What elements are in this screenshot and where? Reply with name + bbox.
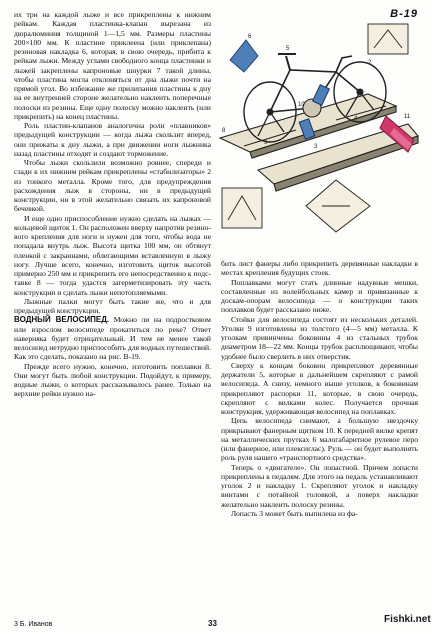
svg-text:2: 2 bbox=[368, 60, 372, 66]
paragraph: Поплавками могут стать длинные надувные мешки, составленные из волейбольных камер и привязанные к доскам-опорам велосипеда — о конструкции таких поплавков будет рассказано ниже. bbox=[221, 277, 418, 315]
svg-text:4: 4 bbox=[354, 116, 358, 122]
svg-text:8: 8 bbox=[222, 128, 226, 134]
footer-author: 3 Б. Иванов bbox=[14, 621, 53, 628]
svg-text:11: 11 bbox=[404, 114, 411, 120]
paragraph: Цепь велосипеда снимают, а большую звездочку прикрывают фанерным щитком 10. К передней вилке крепят на металлических прутках 6 малогабаритное рулевое перо (или фанерное, или плексиглас). Руль — он будет выполнять роль руля нашего «транспортного средства». bbox=[221, 416, 418, 463]
svg-text:9: 9 bbox=[264, 140, 268, 146]
paragraph: Прежде всего нужно, конечно, изготовить поплавки 8. Они могут быть любой конструкции. Подойдут, к примеру, водные лыжи, о которых рассказывалось ранее. Только на верхние рейки нужно на- bbox=[14, 361, 211, 399]
paragraph: Лопасть 3 может быть выпилена из фа- bbox=[231, 508, 358, 518]
detail-bracket bbox=[222, 188, 262, 228]
paragraph: Сверху к концам боковин прикрепляют деревянные держатели 5, которые в дальнейшем скрепляют с рамой велосипеда. А снизу, немного выше уголков, к боковинам прикрепляют распорки 11, которые, в свою очередь, скрепляют с вилками колес. Получается прочная конструкция, удерживающая велосипед на поплавках. bbox=[221, 360, 418, 416]
section-text: Можно ли на подростковом или взрослом велосипеде прокатиться по реке? Ответ наверняка будет отрицательный. И тем не менее такой велосипед нетрудно приспособить для водных путешествий. Как это сделать, показано на рис. В-19. bbox=[14, 315, 211, 362]
svg-text:10: 10 bbox=[298, 102, 305, 108]
paragraph: Роль пластин-клапанов аналогична роли «плавников» предыдущей конструкции — когда лыжа скользит вперед, они прижаты к дну лыжи, а при движении ноги лыжника назад пластины отходят и создают торможение. bbox=[14, 121, 211, 158]
svg-text:3: 3 bbox=[314, 144, 318, 150]
page-number: 33 bbox=[208, 619, 217, 628]
right-text-column bbox=[221, 259, 418, 609]
paragraph: Стойки для велосипеда состоят из нескольких деталей. Уголки 9 изготовлены из толстого (4—5 мм) металла. К уголкам привинчены боковины 4 из стальных трубок диаметром 18—22 мм. Концы трубок расплющивают, чтобы удобнее было сверлить в них отверстия. bbox=[221, 314, 418, 361]
left-text-column bbox=[14, 10, 211, 612]
paragraph: Лыжные палки могут быть такие же, что и для предыдущей конструкции. bbox=[14, 296, 211, 315]
svg-text:6: 6 bbox=[248, 34, 252, 40]
paragraph: Чтобы лыжи скользили возможно ровнее, спереди и сзади к их нижним рейкам прикреплены «стабилизаторы» 2 из тонкого металла. Кроме того, для предупреждения расхождения лыж в стороны, ни в предыдущей конструкции, ни в этой желательно связать их капроновой бечевкой. bbox=[14, 158, 211, 214]
paragraph: И еще одно приспособление нужно сделать на лыжах — кольцевой щиток 1. Он расположен вверху напротив резинового крепления для ноги и нужен для того, чтобы вода не попадала внутрь лыж. Высота щитка 100 мм, он обтянут пленкой с закраинами, облегающими вставленную в лыжу ногу. Лучше всего, конечно, изготовить щиток высотой примерно 250 мм и прикрепить его непосредственно к подставке 8 — тогда удастся загерметизировать эту часть конструкции и сделать лыжи непотопляемыми. bbox=[14, 213, 211, 297]
detail-angle bbox=[368, 24, 408, 54]
paragraph: бить лист фанеры либо прикрепить деревянные накладки в местах крепления будущих стоек. bbox=[221, 259, 418, 278]
figure-label: B-19 bbox=[390, 8, 418, 20]
paragraph: Теперь о «двигателе». Он лопастной. Причем лопасти прикреплены к педалям. Для этого на педаль устанавливают уголок 2 и накладку 1. Скрепляют уголок и накладку винтами с потайной головкой, а поверх накладки желательно наклеить полоску резины. bbox=[221, 462, 418, 509]
section-paragraph bbox=[14, 315, 211, 361]
watermark-text: Fishki.net bbox=[384, 614, 431, 625]
detail-rudder bbox=[230, 40, 258, 72]
water-bicycle-illustration bbox=[218, 20, 420, 256]
watermark-logo bbox=[382, 612, 431, 628]
svg-text:5: 5 bbox=[286, 46, 290, 52]
section-heading: ВОДНЫЙ ВЕЛОСИПЕД. bbox=[14, 315, 110, 325]
paragraph: их три на каждой лыже и все прикреплены к нижним рейкам. Каждая пластинка-клапан вырезана из дюралюминия толщиной 1—1,5 мм. Размеры пластины 200×100 мм. К пластине приклеена (или приклепана) резиновая накладка 6, которая, в свою очередь, прибита к рейкам лыжи. Между углами свободного конца пластинки и лыжей закреплены капроновые шнурки 7 такой длины, чтобы пластина могла отклоняться от дна лыжи почти на прямой угол. Во избежание же прилипания пластины к дну на ее внутренней стороне желательно наклеить поперечные полоски из резины. Еще одну полоску можно наклеить (или прикрепить) на конец пластины. bbox=[14, 10, 211, 121]
